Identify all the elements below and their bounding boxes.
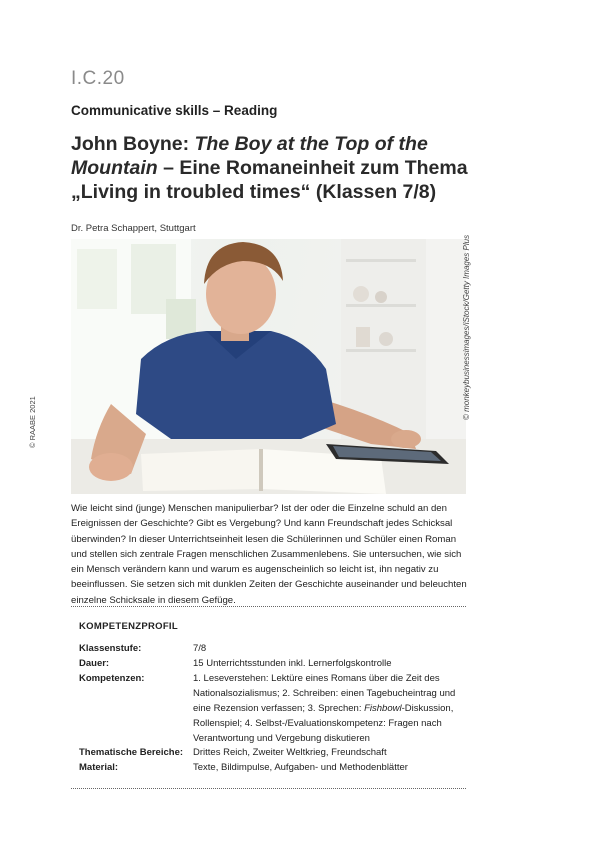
competencies-text-a: 1. Leseverstehen: Lektüre eines Romans über die Zeit des Nationalsozialismus; 2. Schreiben: einen Tagebucheintrag und eine Rezension verfassen; 3. Sprechen: — [193, 673, 456, 714]
profile-row-topics — [79, 745, 469, 760]
title-book: The Boy at the Top of the Mountain — [71, 133, 428, 179]
title-rest: – Eine Romaneinheit zum Thema „Living in troubled times“ (Klassen 7/8) — [71, 157, 468, 203]
divider-bottom — [71, 788, 466, 789]
profile-row-material — [79, 760, 469, 775]
unit-code: I.C.20 — [71, 68, 125, 89]
competencies-text-b: -Diskussion, Rollenspiel; 4. Selbst-/Evaluationskompetenz: Fragen nach Verantwortung und Vergebung diskutieren — [193, 703, 454, 744]
profile-label: Material: — [79, 762, 119, 773]
profile-label: Klassenstufe: — [79, 643, 142, 654]
profile-value: Drittes Reich, Zweiter Weltkrieg, Freundschaft — [193, 747, 387, 758]
profile-value: 15 Unterrichtsstunden inkl. Lernerfolgskontrolle — [193, 658, 392, 669]
profile-heading: KOMPETENZPROFIL — [79, 621, 178, 632]
author-line: Dr. Petra Schappert, Stuttgart — [71, 223, 196, 234]
profile-row-grade — [79, 641, 469, 656]
profile-row-duration — [79, 656, 469, 671]
photo-illustration — [71, 239, 466, 494]
profile-label: Thematische Bereiche: — [79, 747, 184, 758]
title-author-prefix: John Boyne: — [71, 133, 195, 155]
profile-label: Dauer: — [79, 658, 110, 669]
divider-top — [71, 606, 466, 607]
profile-row-competencies — [79, 671, 469, 746]
unit-title — [71, 132, 491, 204]
photo-credit: © monkeybusinessimages/iStock/Getty Images Plus — [462, 234, 471, 420]
profile-value: 7/8 — [193, 643, 207, 654]
unit-subtitle: Communicative skills – Reading — [71, 103, 278, 118]
profile-value — [193, 671, 458, 746]
competencies-fishbowl: Fishbowl — [364, 703, 402, 714]
side-copyright: © RAABE 2021 — [28, 396, 37, 448]
profile-label: Kompetenzen: — [79, 673, 145, 684]
intro-paragraph: Wie leicht sind (junge) Menschen manipulierbar? Ist der oder die Einzelne schuld an den Ereignissen der Geschichte? Gibt es Vergebung? Und kann Freundschaft jedes Schicksal überwinden? In dieser Unterrichtseinheit lesen die Schülerinnen und Schüler einen Roman und stellen sich zentrale Fragen menschlichen Zusammenlebens. Sie untersuchen, wie sich ein Mensch verändern kann und warum es augenscheinlich so leicht ist, ihn negativ zu beeinflussen. Sie setzen sich mit dunklen Zeiten der Geschichte auseinander und beleuchten einzelne Schicksale in diesem Gefüge. — [71, 503, 467, 606]
boy-reading-book-photo — [71, 239, 466, 494]
profile-value: Texte, Bildimpulse, Aufgaben- und Methodenblätter — [193, 762, 408, 773]
